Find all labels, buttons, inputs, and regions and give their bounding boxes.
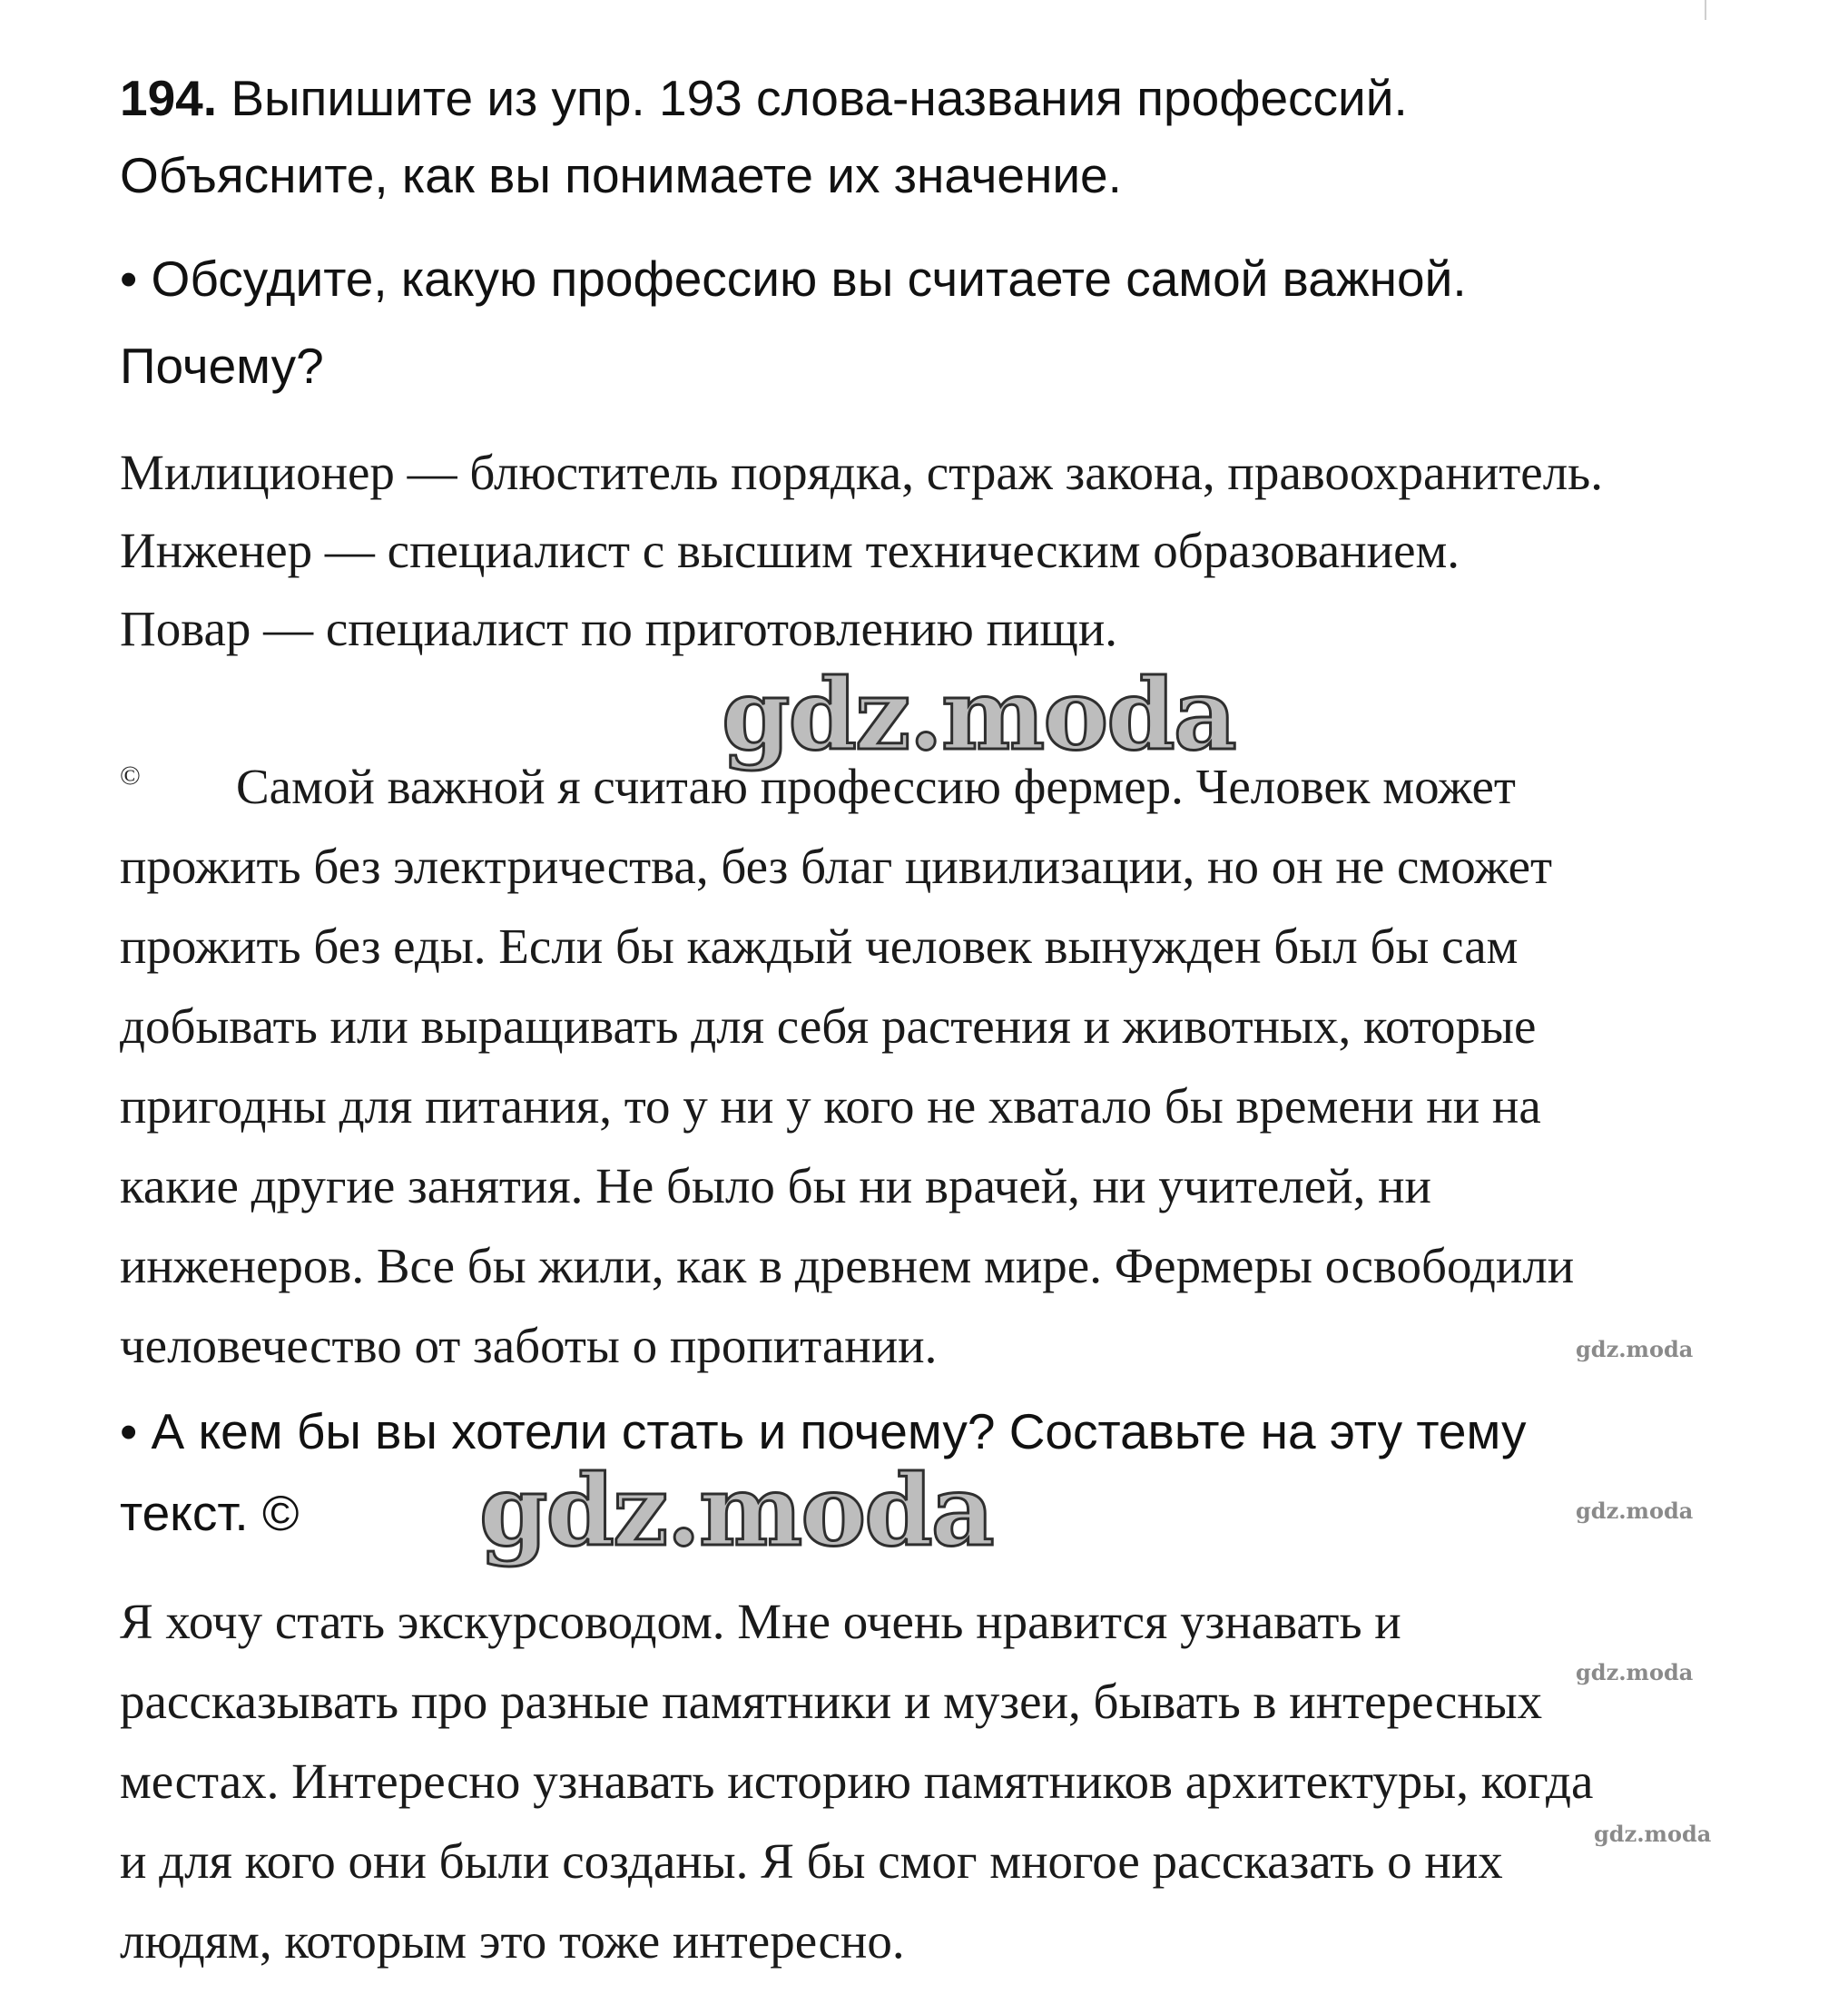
career-answer-line-3: местах. Интересно узнавать историю памятников архитектуры, когда xyxy=(120,1753,1594,1809)
watermark-small-4: gdz.moda xyxy=(1594,1821,1712,1847)
definition-povar: Повар — специалист по приготовлению пищи. xyxy=(120,601,1118,656)
watermark-small-1: gdz.moda xyxy=(1576,1336,1694,1362)
career-answer-line-4: и для кого они были созданы. Я бы смог многое рассказать о них xyxy=(120,1833,1503,1889)
task-career-line-2: текст. © xyxy=(120,1485,300,1541)
watermark-small-3: gdz.moda xyxy=(1576,1659,1694,1685)
career-answer-line-5: людям, которым это тоже интересно. xyxy=(120,1913,905,1969)
exercise-title-text: Выпишите из упр. 193 слова-названия профессий. xyxy=(231,70,1408,126)
definition-militsioner: Милиционер — блюститель порядка, страж закона, правоохранитель. xyxy=(120,445,1603,500)
important-answer-line-1-text: Самой важной я считаю профессию фермер. Человек может xyxy=(236,759,1516,814)
important-answer-line-4: добывать или выращивать для себя растения и животных, которые xyxy=(120,998,1537,1054)
watermark-large-2: gdz.moda xyxy=(479,1454,993,1568)
important-answer-line-8: человечество от заботы о пропитании. xyxy=(120,1318,938,1373)
watermark-small-2: gdz.moda xyxy=(1576,1498,1694,1524)
important-answer-line-6: какие другие занятия. Не было бы ни врачей, ни учителей, ни xyxy=(120,1158,1431,1213)
definition-inzhener: Инженер — специалист с высшим техническим образованием. xyxy=(120,523,1460,578)
exercise-number: 194. xyxy=(120,70,218,126)
important-answer-line-3: прожить без еды. Если бы каждый человек вынужден был бы сам xyxy=(120,918,1519,974)
task-discuss-line-1: • Обсудите, какую профессию вы считаете самой важной. xyxy=(120,250,1467,307)
page-edge-line xyxy=(1705,0,1706,20)
important-answer-line-2: прожить без электричества, без благ цивилизации, но он не сможет xyxy=(120,839,1553,894)
copyright-mark: © xyxy=(120,761,141,791)
important-answer-line-5: пригодны для питания, то у ни у кого не хватало бы времени ни на xyxy=(120,1078,1541,1134)
task-career-line-1: • А кем бы вы хотели стать и почему? Составьте на эту тему xyxy=(120,1403,1527,1459)
career-answer-line-1: Я хочу стать экскурсоводом. Мне очень нравится узнавать и xyxy=(120,1594,1401,1649)
exercise-title-line-1 xyxy=(120,70,1408,126)
important-answer-line-1 xyxy=(120,759,1516,815)
task-discuss-line-2: Почему? xyxy=(120,338,324,394)
exercise-title-line-2: Объясните, как вы понимаете их значение. xyxy=(120,147,1122,203)
important-answer-line-7: инженеров. Все бы жили, как в древнем мире. Фермеры освободили xyxy=(120,1238,1575,1293)
watermark-large-1: gdz.moda xyxy=(722,658,1235,772)
career-answer-line-2: рассказывать про разные памятники и музеи, бывать в интересных xyxy=(120,1674,1543,1729)
